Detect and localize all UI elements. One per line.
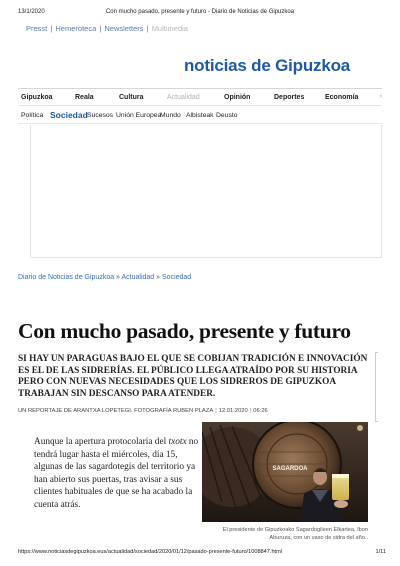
article-lead xyxy=(18,354,374,400)
body-line: han abierto sus puertas, tras avisar a sus xyxy=(34,474,183,485)
body-line: tendrá lugar hasta el miércoles, día 15, xyxy=(34,449,178,460)
caption-line: El presidente de Gipuzkoako Sagardogileen Elkartea, Ibon xyxy=(222,527,368,533)
nav-item-economia[interactable]: Economía xyxy=(325,94,359,101)
nav-more-icon[interactable]: › xyxy=(379,93,382,100)
byline-date: 12.01.2020 xyxy=(218,408,248,414)
lead-line: SI HAY UN PARAGUAS BAJO EL QUE SE COBIJAN TRADICIÓN E INNOVACIÓN xyxy=(18,354,368,364)
subnav-item-sucesos[interactable]: Sucesos xyxy=(87,112,114,119)
photo-caption xyxy=(202,527,368,542)
main-nav xyxy=(18,88,382,106)
lead-line: PERO CON NUEVAS NECESIDADES QUE LOS SIDREROS DE GIPUZKOA xyxy=(18,377,337,387)
nav-item-cultura[interactable]: Cultura xyxy=(119,94,144,101)
article-byline: UN REPORTAJE DE ARANTXA LOPETEGI. FOTOGRAFÍA RUBEN PLAZA | 12.01.2020 | 06:26 xyxy=(18,408,268,414)
article-photo[interactable] xyxy=(202,422,368,522)
subnav-item-politica[interactable]: Política xyxy=(21,112,44,119)
sub-nav xyxy=(18,108,382,124)
txotx-term: txotx xyxy=(168,437,187,447)
nav-item-deportes[interactable]: Deportes xyxy=(274,94,305,101)
breadcrumb: Diario de Noticias de Gipuzkoa » Actualidad » Sociedad xyxy=(18,274,192,281)
link-newsletters[interactable]: Newsletters xyxy=(104,24,144,33)
subnav-item-mundo[interactable]: Mundo xyxy=(160,112,181,119)
subnav-item-deusto[interactable]: Deusto xyxy=(216,112,238,119)
breadcrumb-sociedad[interactable]: Sociedad xyxy=(162,274,192,281)
barrel-label: SAGARDOA xyxy=(272,466,308,472)
lead-line: ES EL DE LAS SIDRERÍAS. EL PÚBLICO LLEGA ATRAÍDO POR SU HISTORIA xyxy=(18,365,358,376)
site-logo-text: noticias de Gipuzkoa xyxy=(184,56,351,75)
ad-placeholder xyxy=(30,125,382,258)
subnav-item-sociedad[interactable]: Sociedad xyxy=(50,110,88,120)
link-multimedia[interactable]: Multimedia xyxy=(151,24,188,33)
breadcrumb-actualidad[interactable]: Actualidad xyxy=(121,274,155,281)
print-date: 13/1/2020 xyxy=(18,9,45,15)
nav-item-actualidad[interactable]: Actualidad xyxy=(167,94,200,101)
share-bar-edge xyxy=(375,352,378,422)
byline-time: 06:26 xyxy=(253,408,268,414)
body-line: algunas de las sagardotegis del territorio ya xyxy=(34,462,196,472)
body-line: clientes habituales de que se ha acabado la xyxy=(34,487,193,497)
photo-illustration xyxy=(202,422,368,522)
lead-line: TRABAJAN SIN DESCANSO PARA ATENDER. xyxy=(18,388,216,399)
subnav-item-albisteak[interactable]: Albisteak xyxy=(186,112,214,119)
byline-author: UN REPORTAJE DE ARANTXA LOPETEGI. FOTOGRAFÍA RUBEN PLAZA xyxy=(18,408,214,414)
article-headline: Con mucho pasado, presente y futuro xyxy=(18,319,351,343)
nav-item-reala[interactable]: Reala xyxy=(75,94,94,101)
link-presst[interactable]: Presst xyxy=(26,24,48,33)
link-hemeroteca[interactable]: Hemeroteca xyxy=(55,24,97,33)
nav-item-gipuzkoa[interactable]: Gipuzkoa xyxy=(21,94,53,101)
nav-item-opinion[interactable]: Opinión xyxy=(224,94,251,101)
article-body xyxy=(34,436,199,511)
body-line: Aunque la apertura protocolaria del txotx no xyxy=(34,437,199,447)
print-title: Con mucho pasado, presente y futuro - Diario de Noticias de Gipuzkoa xyxy=(105,9,295,15)
body-line: cuenta atrás. xyxy=(34,499,81,510)
breadcrumb-home[interactable]: Diario de Noticias de Gipuzkoa xyxy=(18,274,115,281)
caption-line: Aburuza, con un vaso de sidra del año.. xyxy=(269,534,368,541)
subnav-item-union-europea[interactable]: Unión Europea xyxy=(116,112,162,119)
print-url: https://www.noticiasdegipuzkoa.eus/actualidad/sociedad/2020/01/12/pasado-presente-futuro/1008847.html xyxy=(18,549,283,555)
print-header xyxy=(0,9,400,19)
top-links: Presst | Hemeroteca | Newsletters | Multimedia xyxy=(26,24,188,33)
print-page-number: 1/11 xyxy=(375,549,386,555)
